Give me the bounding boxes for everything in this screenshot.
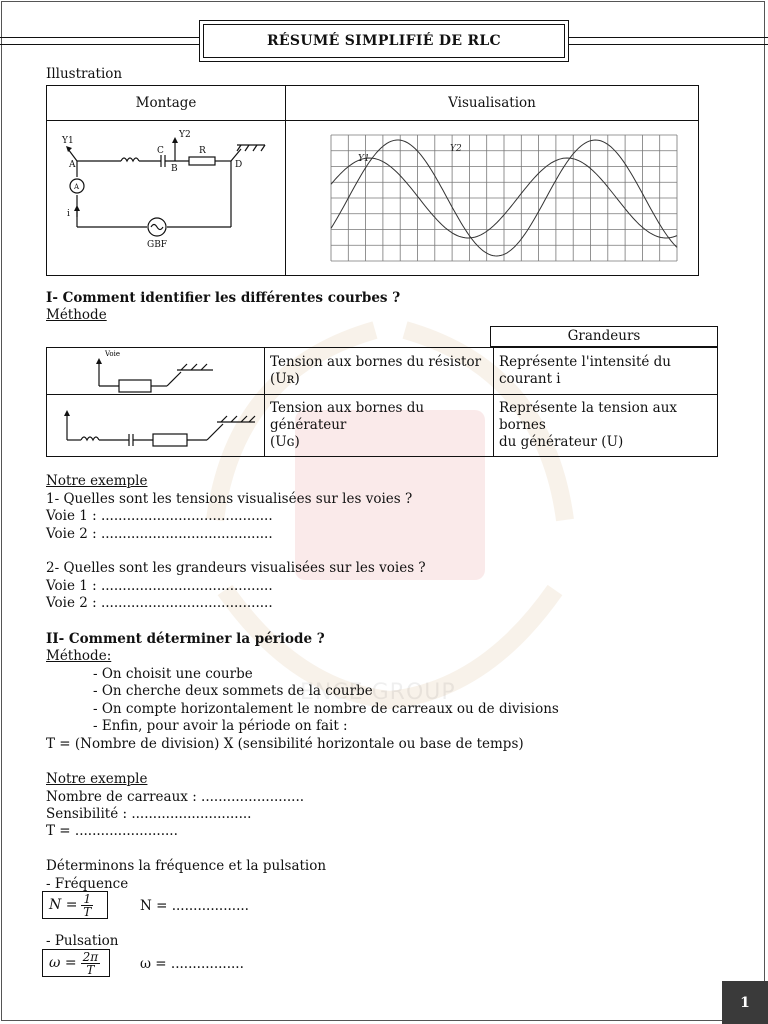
grandeurs-header: Grandeurs (490, 326, 718, 347)
example2-heading: Notre exemple (46, 771, 148, 787)
pulsation-blank: ω = ................. (140, 956, 244, 972)
example1-q1: 1- Quelles sont les tensions visualisées sur les voies ? (46, 491, 413, 507)
label-d: D (235, 160, 243, 170)
row2-tension-symbol: (Uɢ) (270, 434, 300, 450)
montage-header: Montage (47, 86, 286, 121)
section1-heading: I- Comment identifier les différentes courbes ? (46, 290, 401, 306)
pulsation-label: - Pulsation (46, 933, 119, 949)
identification-table (46, 347, 718, 457)
row1-tension (265, 348, 494, 395)
scope-label-y1: Y1 (358, 154, 370, 164)
montage-cell (47, 121, 286, 276)
frequency-blank: N = .................. (140, 898, 249, 914)
pulsation-formula (42, 949, 110, 977)
frequency-intro: Déterminons la fréquence et la pulsation (46, 858, 327, 874)
rlc-circuit-diagram (47, 121, 285, 275)
row1-tension-text: Tension aux bornes du résistor (270, 354, 482, 370)
frequency-fraction (81, 893, 93, 918)
label-y1: Y1 (62, 136, 74, 146)
section2-step-1: - On choisit une courbe (93, 666, 253, 682)
ammeter-label: A (74, 183, 80, 191)
section2-step-3: - On compte horizontalement le nombre de carreaux ou de divisions (93, 701, 559, 717)
example2-periode: T = ........................ (46, 823, 178, 839)
row2-grandeur-line1: Représente la tension aux bornes (499, 400, 678, 433)
label-c: C (157, 146, 164, 156)
label-i: i (67, 209, 70, 219)
example2-carreaux: Nombre de carreaux : ........................ (46, 789, 305, 805)
row2-grandeur-line2: du générateur (U) (499, 434, 624, 450)
example1-q1-voie2: Voie 2 : ........................................ (46, 526, 273, 542)
pulsation-numerator: 2π (82, 949, 99, 964)
frequency-lhs: N = (49, 897, 78, 913)
pulsation-lhs: ω = (49, 955, 77, 971)
scope-label-y2: Y2 (450, 144, 462, 154)
illustration-table (46, 85, 699, 276)
label-b: B (171, 164, 178, 174)
label-a: A (69, 160, 76, 170)
frequency-denominator: T (83, 904, 92, 919)
frequency-label: - Fréquence (46, 876, 129, 892)
example2-sensibilite: Sensibilité : ............................ (46, 806, 252, 822)
row2-grandeur (494, 395, 718, 457)
example1-q1-voie1: Voie 1 : ........................................ (46, 508, 273, 524)
illustration-label: Illustration (46, 66, 123, 82)
section2-method: Méthode: (46, 648, 112, 664)
row1-grandeur-text: Représente l'intensité du courant i (499, 354, 671, 387)
example1-q2: 2- Quelles sont les grandeurs visualisées sur les voies ? (46, 560, 426, 576)
row2-tension-text: Tension aux bornes du générateur (270, 400, 425, 433)
voie-label: Voie (105, 350, 121, 358)
page-title: RÉSUMÉ SIMPLIFIÉ DE RLC (203, 24, 565, 58)
oscilloscope-screen (286, 121, 698, 275)
row2-diagram (47, 395, 265, 457)
example1-heading: Notre exemple (46, 473, 148, 489)
section2-formula: T = (Nombre de division) X (sensibilité horizontale ou base de temps) (46, 736, 524, 752)
row2-tension (265, 395, 494, 457)
frequency-formula (42, 891, 108, 919)
visualisation-header: Visualisation (286, 86, 699, 121)
section2-heading: II- Comment déterminer la période ? (46, 631, 325, 647)
example1-q2-voie1: Voie 1 : ........................................ (46, 578, 273, 594)
page-number: 1 (722, 981, 768, 1024)
resistor-voie-diagram (47, 348, 264, 394)
pulsation-fraction (81, 951, 101, 976)
title-box (199, 20, 569, 62)
section2-step-2: - On cherche deux sommets de la courbe (93, 683, 373, 699)
example1-q2-voie2: Voie 2 : ........................................ (46, 595, 273, 611)
section2-step-4: - Enfin, pour avoir la période on fait : (93, 718, 348, 734)
generator-voie-diagram (47, 396, 264, 456)
row1-diagram (47, 348, 265, 395)
row1-tension-symbol: (Uʀ) (270, 371, 300, 387)
label-r: R (199, 146, 206, 156)
row1-grandeur (494, 348, 718, 395)
label-gbf: GBF (147, 240, 168, 250)
section1-method: Méthode (46, 307, 107, 323)
pulsation-denominator: T (86, 962, 95, 977)
frequency-numerator: 1 (83, 891, 92, 906)
visualisation-cell (286, 121, 699, 276)
label-y2: Y2 (179, 130, 191, 140)
watermark-text: ENCE GROUP (300, 680, 456, 705)
